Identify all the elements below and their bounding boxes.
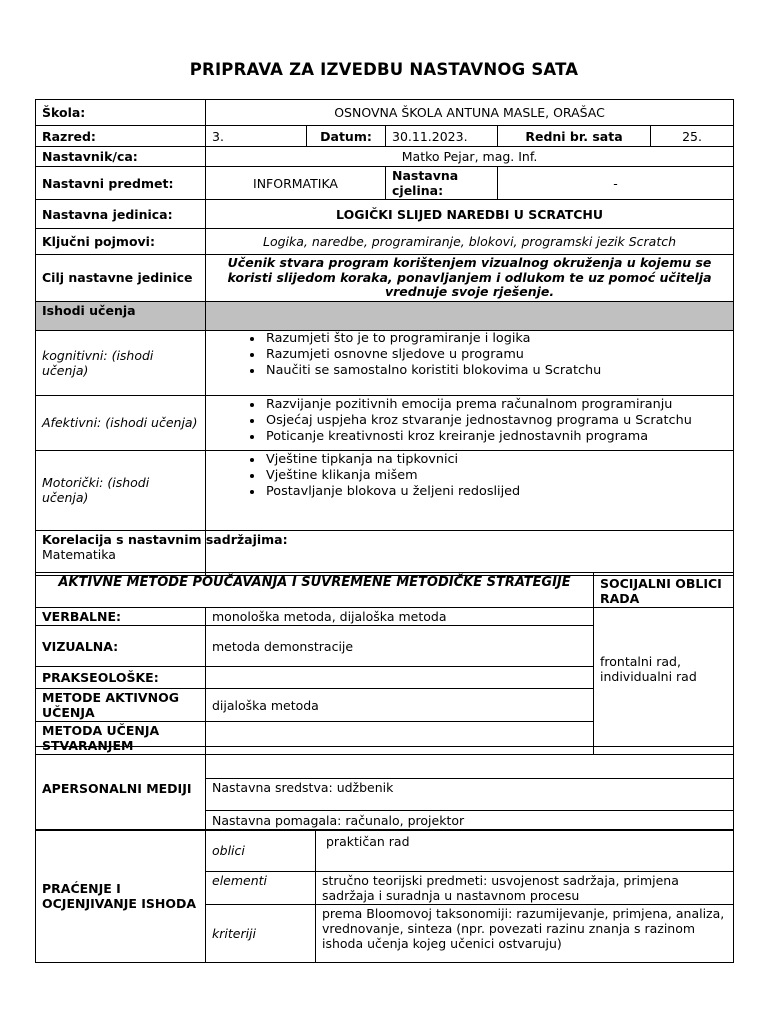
afektivni-list (212, 397, 727, 445)
afektivni-label: Afektivni: (ishodi učenja) (36, 395, 206, 450)
prakseoloske-label: PRAKSEOLOŠKE: (36, 667, 206, 689)
motoricki-label: Motorički: (ishodi učenja) (36, 450, 206, 530)
cjelina-label: Nastavna cjelina: (386, 167, 498, 200)
jedinica-value: LOGIČKI SLIJED NAREDBI U SCRATCHU (206, 200, 734, 229)
korelacija-cell (36, 530, 288, 575)
razred-value: 3. (206, 126, 307, 147)
list-item: • Naučiti se samostalno koristiti blokovima u Scratchu (264, 363, 727, 379)
nastavnik-value: Matko Pejar, mag. Inf. (206, 147, 734, 167)
row-verbalne (36, 608, 734, 626)
redni-label: Redni br. sata (498, 126, 651, 147)
oblici-label: oblici (206, 830, 316, 872)
pomagala-value: Nastavna pomagala: računalo, projektor (206, 811, 734, 831)
list-item: • Osjećaj uspjeha kroz stvaranje jednostavnog programa u Scratchu (264, 413, 727, 429)
row-skola (36, 100, 734, 126)
jedinica-label: Nastavna jedinica: (36, 200, 206, 229)
row-nastavnik (36, 147, 734, 167)
cilj-value: Učenik stvara program korištenjem vizualnog okruženja u kojemu se koristi slijedom koraka, ponavljanjem i odlukom te uz pomoć učitelja vrednuje svoje rješenje. (206, 255, 734, 302)
list-item: • Postavljanje blokova u željeni redoslijed (264, 484, 727, 500)
predmet-label: Nastavni predmet: (36, 167, 206, 200)
mediji-row1 (206, 747, 734, 779)
cjelina-value: - (498, 167, 734, 200)
row-razred (36, 126, 734, 147)
mediji-label: APERSONALNI MEDIJI (36, 747, 206, 831)
razred-label: Razred: (36, 126, 206, 147)
list-item: • Razumjeti što je to programiranje i logika (264, 331, 727, 347)
row-metode-heading (36, 573, 734, 608)
row-mediji-1 (36, 747, 734, 779)
cilj-label: Cilj nastavne jedinice (36, 255, 206, 302)
sredstva-value: Nastavna sredstva: udžbenik (206, 779, 734, 811)
row-motoricki (36, 450, 734, 530)
row-predmet (36, 167, 734, 200)
pojmovi-value: Logika, naredbe, programiranje, blokovi, programski jezik Scratch (206, 229, 734, 255)
row-jedinica (36, 200, 734, 229)
predmet-value: INFORMATIKA (206, 167, 386, 200)
pracenje-label: PRAĆENJE I OCJENJIVANJE ISHODA (36, 830, 206, 963)
row-afektivni (36, 395, 734, 450)
kriteriji-label: kriteriji (206, 905, 316, 963)
kognitivni-label: kognitivni: (ishodi učenja) (36, 330, 206, 395)
elementi-value: stručno teorijski predmeti: usvojenost sadržaja, primjena sadržaja i suradnja u nastavnom procesu (316, 872, 734, 905)
row-korelacija (36, 530, 734, 575)
redni-value: 25. (651, 126, 734, 147)
pojmovi-label: Ključni pojmovi: (36, 229, 206, 255)
list-item: • Razvijanje pozitivnih emocija prema računalnom programiranju (264, 397, 727, 413)
row-oblici (36, 830, 734, 872)
kognitivni-cell (206, 330, 734, 395)
vizualna-label: VIZUALNA: (36, 626, 206, 667)
elementi-label: elementi (206, 872, 316, 905)
list-item: • Vještine klikanja mišem (264, 468, 727, 484)
korelacija-label: Korelacija s nastavnim sadržajima: (42, 531, 288, 547)
korelacija-value: Matematika (42, 546, 116, 562)
row-kognitivni (36, 330, 734, 395)
motoricki-cell (206, 450, 734, 530)
ishodi-header-fill (206, 301, 734, 330)
ishodi-label: Ishodi učenja (36, 301, 206, 330)
aktivnog-value: dijaloška metoda (206, 689, 594, 722)
list-item: • Vještine tipkanja na tipkovnici (264, 452, 727, 468)
metode-heading: AKTIVNE METODE POUČAVANJA I SUVREMENE METODIČKE STRATEGIJE (36, 573, 594, 608)
verbalne-label: VERBALNE: (36, 608, 206, 626)
media-table (35, 746, 734, 831)
motoricki-list (212, 452, 727, 500)
socijalni-label: SOCIJALNI OBLICI RADA (594, 573, 734, 608)
datum-value: 30.11.2023. (386, 126, 498, 147)
prakseoloske-value (206, 667, 594, 689)
assessment-table (35, 829, 734, 963)
list-item: • Poticanje kreativnosti kroz kreiranje jednostavnih programa (264, 429, 727, 445)
verbalne-value: monološka metoda, dijaloška metoda (206, 608, 594, 626)
kriteriji-value: prema Bloomovoj taksonomiji: razumijevanje, primjena, analiza, vrednovanje, sinteza (npr. povezati razinu znanja s razinom ishoda učenja kojeg učenici ostvaruju) (316, 905, 734, 963)
aktivnog-label: METODE AKTIVNOG UČENJA (36, 689, 206, 722)
row-pojmovi (36, 229, 734, 255)
vizualna-value: metoda demonstracije (206, 626, 594, 667)
skola-label: Škola: (36, 100, 206, 126)
afektivni-cell (206, 395, 734, 450)
datum-label: Datum: (307, 126, 386, 147)
methods-table (35, 572, 734, 755)
oblici-value: praktičan rad (316, 830, 734, 872)
nastavnik-label: Nastavnik/ca: (36, 147, 206, 167)
socijalni-value: frontalni rad, individualni rad (594, 608, 734, 755)
row-cilj (36, 255, 734, 302)
skola-value: OSNOVNA ŠKOLA ANTUNA MASLE, ORAŠAC (206, 100, 734, 126)
stvaranjem-label: METODA UČENJA STVARANJEM (36, 722, 206, 755)
kognitivni-list (212, 331, 727, 379)
list-item: • Razumjeti osnovne sljedove u programu (264, 347, 727, 363)
document-title: PRIPRAVA ZA IZVEDBU NASTAVNOG SATA (189, 60, 579, 79)
row-ishodi-header (36, 301, 734, 330)
lesson-info-table (35, 99, 734, 576)
